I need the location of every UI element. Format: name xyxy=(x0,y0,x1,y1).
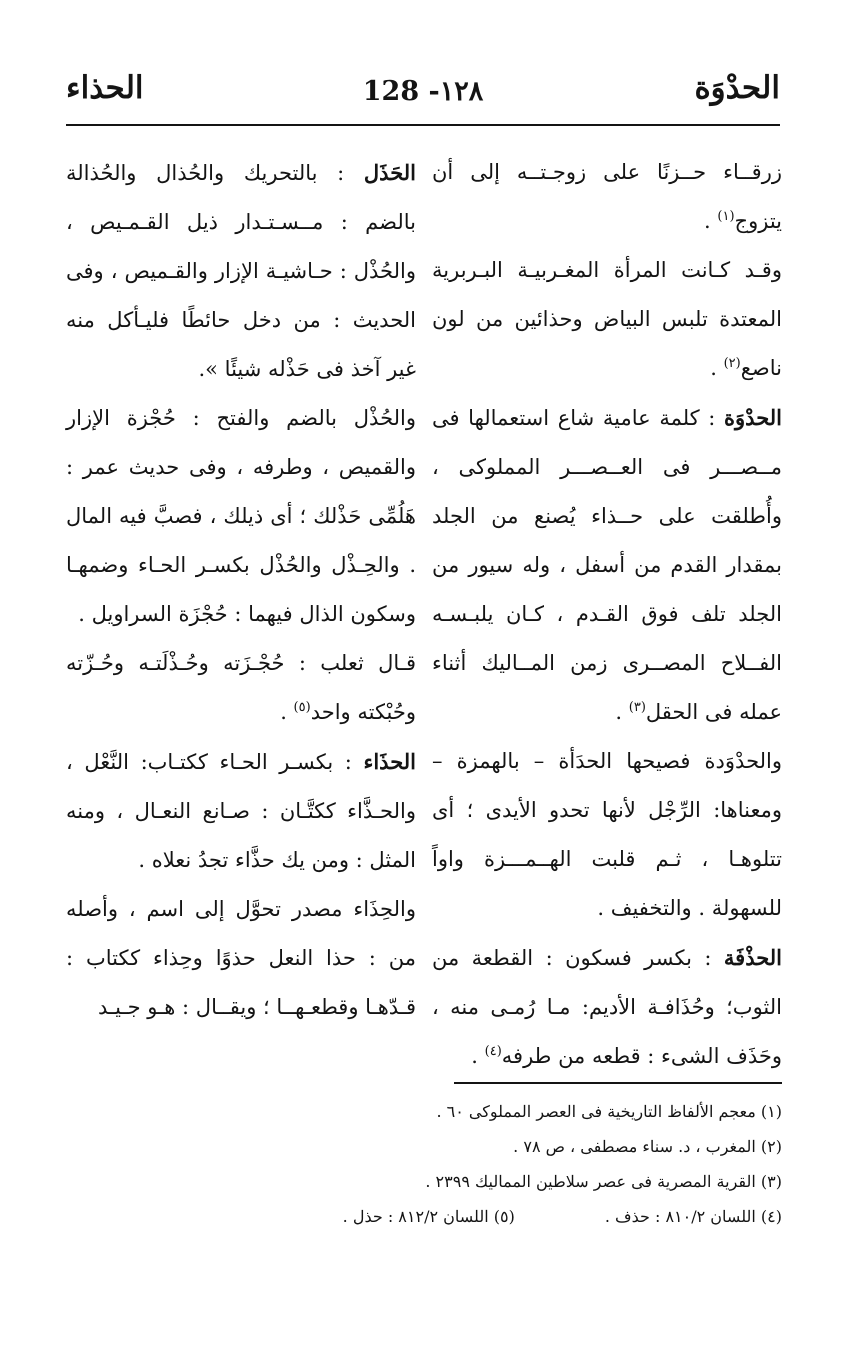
paragraph-text: : بكسر فسكون : القطعة من الثوب؛ وحُذَافـة الأديم: مـا رُمـى منه ، وحَذَف الشىء : قطعه من طرفه xyxy=(432,946,782,1068)
header-rule xyxy=(66,124,780,126)
footnote-ref: (٤) xyxy=(484,1044,502,1059)
entry-lemma: الحذَاء xyxy=(363,749,416,774)
footnote-4: (٤) اللسان ٨١٠/٢ : حذف . xyxy=(604,1207,782,1226)
paragraph xyxy=(432,246,782,393)
left-column xyxy=(66,148,416,1032)
paragraph-text: والحدْوَدة فصيحها الحدَأة – بالهمزة – ومعناها: الرِّجْل لأنها تحدو الأيدى ؛ أى تتلوهـا ، ثـم قلبت الهــمـــزة واواً للسهولة . والتخفيف . xyxy=(432,749,782,920)
footnote-ref: (١) xyxy=(717,209,735,224)
entry-paragraph xyxy=(432,933,782,1081)
footnote-ref: (٢) xyxy=(723,356,741,371)
paragraph-end: . xyxy=(471,1044,485,1068)
paragraph-text: قـال ثعلب : حُجْـزَته وحُـذْلَتـه وحُـزّته وحُبْكته واحد xyxy=(66,651,416,724)
running-header xyxy=(66,62,780,122)
entry-lemma: الحذْفَة xyxy=(723,945,782,970)
footnote-3: (٣) القرية المصرية فى عصر سلاطين المماليك ٢٣٩٩ . xyxy=(425,1172,782,1191)
footnotes xyxy=(68,1094,782,1234)
entry-lemma: الحدْوَة xyxy=(724,405,782,430)
paragraph-end: . xyxy=(280,700,294,724)
paragraph xyxy=(66,885,416,1032)
paragraph-text: : كلمة عامية شاع استعمالها فى مــصـــر فى العــصـــر المملوكى ، وأُطلقت على حــذاء يُصنع من الجلد بمقدار القدم من أسفل ، وله سيور من الجلد تلف فوق القـدم ، كـان يلبـسـه الفــلاح المصــرى زمن المــاليك أثناء عمله فى الحقل xyxy=(432,406,782,724)
entry-paragraph xyxy=(66,148,416,394)
right-column xyxy=(432,148,782,1081)
footnote-ref: (٣) xyxy=(628,700,646,715)
footnote-rule xyxy=(454,1082,782,1084)
entry-lemma: الحَذَل xyxy=(363,160,416,185)
paragraph-text: : بكسـر الحـاء ككتـاب: النَّعْل ، والحـذَّاء ككتَّـان : صـانع النعـال ، ومنه المثل : ومن يك حذَّاء تجدُ نعلاه . xyxy=(66,750,416,872)
paragraph-end: . xyxy=(704,209,718,233)
page-number: 128 -١٢٨ xyxy=(362,76,484,107)
paragraph-end: . xyxy=(710,356,724,380)
paragraph-text: : بالتحريك والحُذال والحُذالة بالضم : مــسـتـدار ذيل القـمـيص ، والحُذْل : حـاشيـة الإزار والقـميص ، وفى الحديث : من دخل حائطًا فليـأكل منه غير آخذ فى حَذْله شيئًا ». xyxy=(66,161,416,381)
paragraph-end: . xyxy=(615,700,629,724)
paragraph xyxy=(432,148,782,246)
header-left-word: الحذاء xyxy=(66,70,144,106)
paragraph-text: وقـد كـانت المرأة المغـربيـة البـربرية المعتدة تلبس البياض وحذائين من لون ناصع xyxy=(432,258,782,380)
paragraph xyxy=(432,737,782,933)
footnote-1: (١) معجم الألفاظ التاريخية فى العصر المملوكى ٦٠ . xyxy=(436,1102,782,1121)
footnote-5: (٥) اللسان ٨١٢/٢ : حذل . xyxy=(342,1207,515,1226)
entry-paragraph xyxy=(432,393,782,737)
paragraph xyxy=(66,394,416,639)
header-right-word: الحدْوَة xyxy=(694,70,780,106)
footnote-2: (٢) المغرب ، د. سناء مصطفى ، ص ٧٨ . xyxy=(513,1137,782,1156)
paragraph xyxy=(66,639,416,737)
footnote-ref: (٥) xyxy=(293,700,311,715)
entry-paragraph xyxy=(66,737,416,885)
paragraph-text: زرقــاء حــزنًا على زوجـتــه إلى أن يتزوج xyxy=(432,160,782,233)
paragraph-text: والحِذَاء مصدر تحوَّل إلى اسم ، وأصله من : حذا النعل حذوًا وحِذاء ككتاب : قـدّهـا وقطعـهــا ؛ ويقــال : هـو جـيـد xyxy=(66,897,416,1019)
footnote-row xyxy=(68,1199,782,1234)
paragraph-text: والحُذْل بالضم والفتح : حُجْزة الإزار والقميص ، وطرفه ، وفى حديث عمر : هَلُمِّى حَذْلك ؛ أى ذيلك ، فصبَّ فيه المال . والحِـذْل والحُذْل بكسـر الحـاء وضمهـا وسكون الذال فيهما : حُجْزَة السراويل . xyxy=(66,406,416,626)
